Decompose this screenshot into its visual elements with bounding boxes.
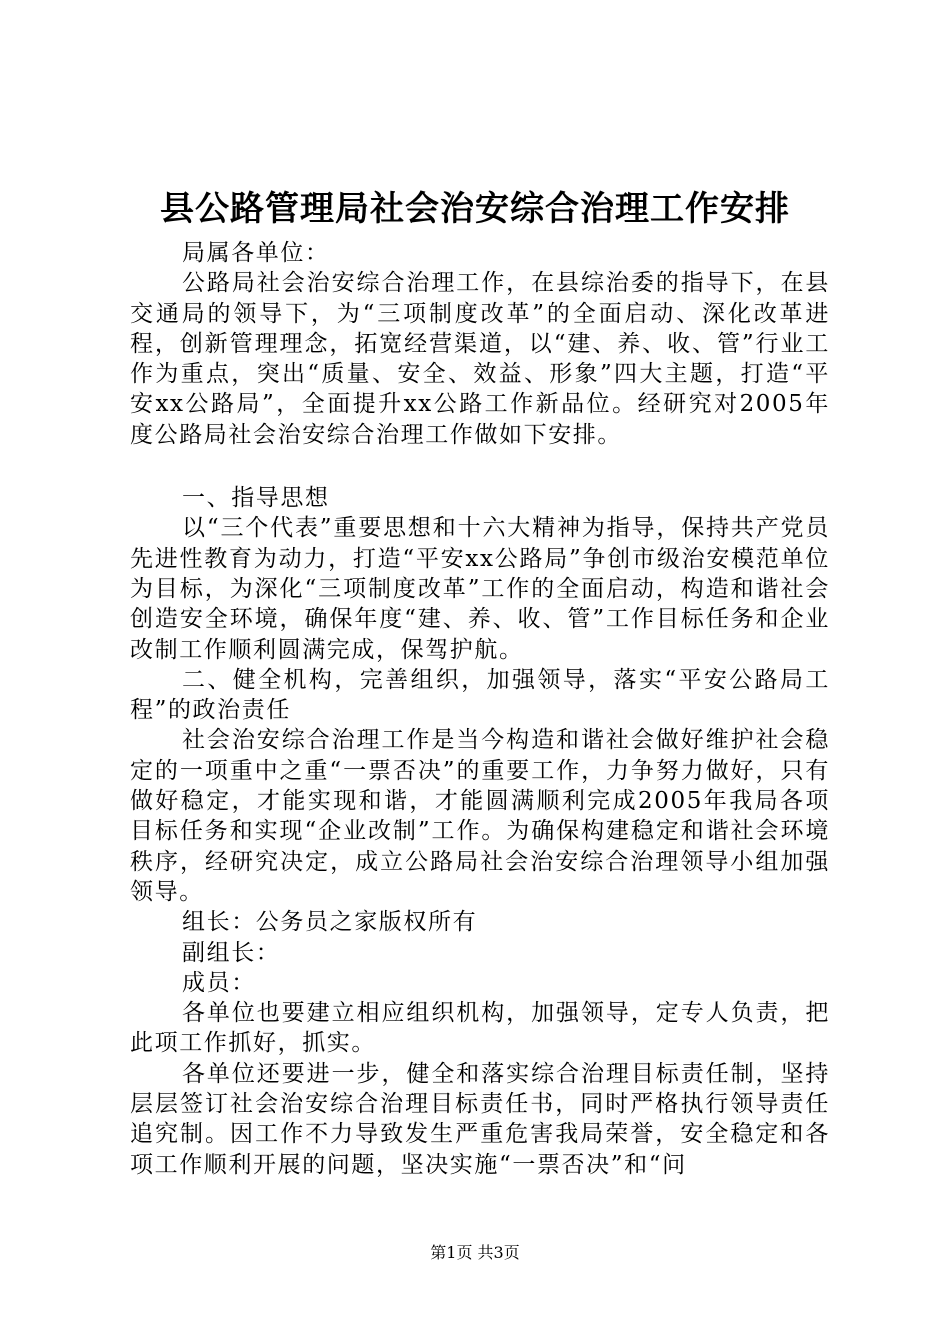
- further-paragraph: 各单位还要进一步，健全和落实综合治理目标责任制，坚持层层签订社会治安综合治理目标责任书，同时严格执行领导责任追究制。因工作不力导致发生严重危害我局荣誉，安全稳定和各项工作顺利开展的问题，坚决实施“一票否决”和“问: [130, 1060, 830, 1178]
- leader-line: 组长：公务员之家版权所有: [182, 909, 478, 936]
- units-paragraph: 各单位也要建立相应组织机构，加强领导，定专人负责，把此项工作抓好，抓实。: [130, 1000, 830, 1057]
- document-title: 县公路管理局社会治安综合治理工作安排: [160, 189, 790, 229]
- paragraph-gap: [130, 450, 830, 483]
- intro-paragraph: 公路局社会治安综合治理工作，在县综治委的指导下，在县交通局的领导下，为“三项制度改革”的全面启动、深化改革进程，创新管理理念，拓宽经营渠道，以“建、养、收、管”行业工作为重点，突出“质量、安全、效益、形象”四大主题，打造“平安xx公路局”，全面提升xx公路工作新品位。经研究对2005年度公路局社会治安综合治理工作做如下安排。: [130, 270, 830, 448]
- members-line: 成员：: [182, 969, 256, 996]
- section-heading-1: 一、指导思想: [182, 485, 330, 512]
- section-heading-2: 二、健全机构，完善组织，加强领导，落实“平安公路局工程”的政治责任: [130, 666, 830, 724]
- document-body: [130, 238, 830, 1180]
- page-footer: 第1页 共3页: [430, 1243, 520, 1262]
- section-paragraph-1: 以“三个代表”重要思想和十六大精神为指导，保持共产党员先进性教育为动力，打造“平安xx公路局”争创市级治安模范单位为目标，为深化“三项制度改革”工作的全面启动，构造和谐社会创造安全环境，确保年度“建、养、收、管”工作目标任务和企业改制工作顺利圆满完成，保驾护航。: [130, 515, 830, 663]
- section-paragraph-2: 社会治安综合治理工作是当今构造和谐社会做好维护社会稳定的一项重中之重“一票否决”的重要工作，力争努力做好，只有做好稳定，才能实现和谐，才能圆满顺利完成2005年我局各项目标任务和实现“企业改制”工作。为确保构建稳定和谐社会环境秩序，经研究决定，成立公路局社会治安综合治理领导小组加强领导。: [130, 727, 830, 905]
- salutation: 局属各单位：: [182, 240, 330, 266]
- deputy-line: 副组长：: [182, 939, 281, 966]
